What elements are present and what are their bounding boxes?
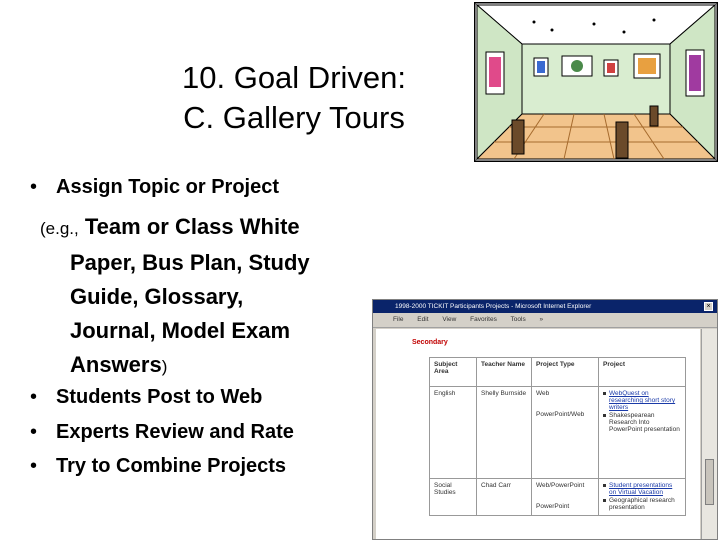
vertical-scrollbar[interactable]	[701, 329, 717, 540]
type-item: PowerPoint	[536, 503, 570, 510]
table-row	[430, 479, 686, 516]
bullet-text: Assign Topic or Project	[56, 176, 279, 198]
bullet-students-post	[30, 386, 262, 409]
menu-more[interactable]: »	[539, 316, 544, 323]
cell-type	[532, 479, 599, 516]
scrollbar-thumb[interactable]	[705, 459, 714, 505]
page-content	[376, 329, 700, 540]
browser-menubar	[373, 313, 717, 328]
eg-close: )	[161, 357, 168, 376]
bullet-dot: •	[30, 386, 38, 408]
bullet-text: Students Post to Web	[56, 386, 263, 408]
type-item: Web	[536, 390, 550, 397]
project-link[interactable]: Student presentations on Virtual Vacation	[609, 482, 673, 496]
project-text: Shakespearean Research Into PowerPoint presentation	[609, 412, 680, 433]
eg-line-5: Answers	[70, 352, 162, 377]
type-item: PowerPoint/Web	[536, 411, 585, 418]
browser-window-screenshot	[372, 299, 718, 540]
projects-table	[429, 357, 686, 516]
bullet-dot: •	[30, 455, 38, 477]
gallery-room-clipart	[474, 2, 718, 162]
cell-project	[599, 479, 686, 516]
title-line-2: C. Gallery Tours	[183, 100, 405, 135]
project-text: Geographical research presentation	[609, 497, 675, 511]
close-icon[interactable]: ×	[704, 302, 713, 311]
header-teacher: Teacher Name	[477, 358, 532, 387]
browser-title: 1998-2000 TICKIT Participants Projects - Microsoft Internet Explorer	[395, 303, 592, 310]
menu-edit[interactable]: Edit	[417, 316, 429, 323]
cell-subject: Social Studies	[430, 479, 477, 516]
bullet-assign-topic	[30, 176, 279, 199]
menu-file[interactable]: File	[393, 316, 404, 323]
bullet-dot: •	[30, 176, 38, 198]
table-row	[430, 387, 686, 479]
list-item	[603, 497, 681, 511]
browser-titlebar	[373, 300, 717, 313]
header-subject: Subject Area	[430, 358, 477, 387]
menu-favorites[interactable]: Favorites	[470, 316, 497, 323]
type-item: Web/PowerPoint	[536, 482, 585, 489]
bullet-dot: •	[30, 421, 38, 443]
header-project: Project	[599, 358, 686, 387]
eg-prefix: (e.g.,	[40, 219, 79, 238]
cell-type	[532, 387, 599, 479]
slide-title	[120, 58, 468, 138]
bullet-combine-projects	[30, 455, 286, 478]
cell-project	[599, 387, 686, 479]
bullet-experts-review	[30, 421, 294, 444]
bullet-square-icon	[603, 414, 606, 417]
list-item	[603, 482, 681, 496]
header-type: Project Type	[532, 358, 599, 387]
eg-line-4: Journal, Model Exam	[70, 318, 291, 343]
section-title: Secondary	[412, 339, 448, 346]
project-link[interactable]: WebQuest on researching short story writers	[609, 390, 676, 411]
list-item	[603, 390, 681, 411]
eg-line-1: Team or Class White	[84, 214, 300, 239]
list-item	[603, 412, 681, 433]
title-line-1: 10. Goal Driven:	[182, 60, 406, 95]
menu-view[interactable]: View	[442, 316, 457, 323]
bullet-square-icon	[603, 392, 606, 395]
menu-tools[interactable]: Tools	[510, 316, 526, 323]
eg-line-3: Guide, Glossary,	[70, 284, 244, 309]
bullet-square-icon	[603, 499, 606, 502]
cell-teacher: Shelly Burnside	[477, 387, 532, 479]
table-header-row	[430, 358, 686, 387]
example-list	[40, 210, 310, 384]
bullet-text: Experts Review and Rate	[56, 421, 294, 443]
eg-line-2: Paper, Bus Plan, Study	[70, 250, 310, 275]
cell-subject: English	[430, 387, 477, 479]
bullet-text: Try to Combine Projects	[56, 455, 287, 477]
bullet-square-icon	[603, 484, 606, 487]
cell-teacher: Chad Carr	[477, 479, 532, 516]
